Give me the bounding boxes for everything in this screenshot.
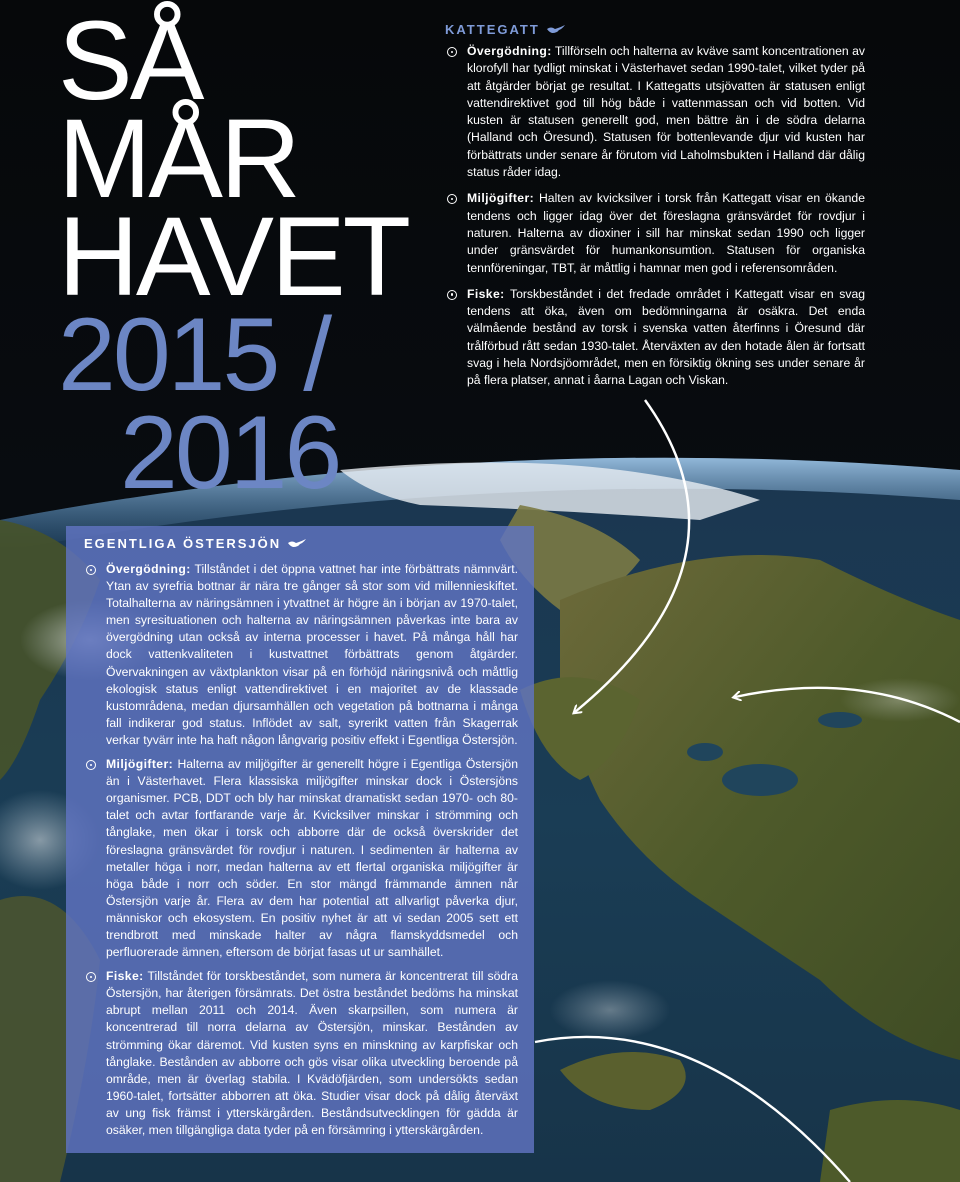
item-label: Miljögifter:: [106, 757, 174, 772]
page-title: [58, 0, 409, 511]
kattegatt-heading: [445, 22, 865, 37]
item-label: Övergödning:: [467, 44, 552, 58]
egentliga-item-overgodning: [84, 561, 518, 749]
title-line-1: SÅ: [58, 0, 202, 123]
title-line-3: HAVET: [58, 194, 409, 319]
item-text: Torskbeståndet i det fredade området i Kattegatt visar en svag tendens att öka, även om bedömningarna är osäkra. Det enda välmående bestånd av torsk i svenska vatten återfinns i Öresund där trålförbud rått sedan 1930-talet. Återväxten av den hotade ålen är fortsatt svag i hela Nordsjöområdet, men en försiktig ökning ses under senare år på flera platser, annat i åarna Lagan och Viskan.: [467, 286, 865, 388]
circle-bullet-icon: [86, 565, 96, 575]
circle-bullet-icon: [447, 290, 457, 300]
gull-icon: [287, 538, 307, 550]
title-year-2: 2016: [120, 395, 340, 511]
item-label: Miljögifter:: [467, 191, 535, 206]
circle-bullet-icon: [447, 194, 457, 204]
item-label: Övergödning:: [106, 562, 191, 576]
item-text: Tillståndet i det öppna vattnet har inte förbättrats nämnvärt. Ytan av syrefria bottnar är nära tre gånger så stor som vid millennieskiftet. Totalhalterna av näringsämnen i ytvattnet är högre än i början av 1970-talet, men syresituationen och halterna av näringsämnen påverkas inte bara av övergödning utan också av interna processer i havet. På många håll har dock vattenkvaliteten i kustvattnet förbättrats genom åtgärder. Övervakningen av växtplankton visar på en förhöjd näringsnivå och måttlig ekologisk status enligt vattendirektivet i en majoritet av de klassade kustområdena, medan djursamhällen och vegetation på bottnarna i många fall indikerar god status. Inflödet av salt, syrerikt vatten från Skagerrak verkar tyvärr inte ha haft någon långvarig positiv effekt i Egentliga Östersjön.: [106, 562, 518, 747]
egentliga-item-fiske: [84, 968, 518, 1139]
egentliga-heading: [84, 536, 518, 551]
kattegatt-item-fiske: [445, 286, 865, 390]
egentliga-heading-text: EGENTLIGA ÖSTERSJÖN: [84, 536, 282, 551]
title-line-2: MÅR: [58, 96, 298, 221]
circle-bullet-icon: [86, 972, 96, 982]
item-text: Tillståndet för torskbeståndet, som numera är koncentrerat till södra Östersjön, har återigen försämrats. Det östra beståndet bedöms ha minskat abrupt mellan 2011 och 2014. Även skarpsillen, som numera är koncentrerad till norra delarna av Östersjön, minskar. Bestånden av strömming ökar däremot. Vid kusten syns en minskning av karpfiskar och tånglake. Bestånden av abborre och gös visar olika utveckling beroende på område, men är överlag stabila. I Kvädöfjärden, som undersökts sedan 1960-talet, fortsätter abborren att öka. Studier visar dock på dålig återväxt av ung fisk främst i ytterskärgården. Beståndsutvecklingen för gädda är osäker, men tillgängliga data tyder på en försämring i ytterskärgården.: [106, 969, 518, 1137]
item-text: Halterna av miljögifter är generellt högre i Egentliga Östersjön än i Västerhavet. Flera klassiska miljögifter minskar dock i Östersjöns organismer. PCB, DDT och bly har minskat dramatiskt sedan 1970- och 80-talet och avtar fortfarande varje år. Kvicksilver minskar i strömming och tånglake, men ökar i torsk och abborre där de också överskrider det föreslagna gränsvärdet för rovdjur i naturen. I sedimenten är halterna av metaller höga i norr, medan halterna av ett flertal organiska miljögifter är höga både i norr och söder. En stor mängd främmande ämnen når Östersjön varje år. Flera av dem har potential att allvarligt påverka djur, människor och ekosystem. En positiv nyhet är att vi sedan 2005 sett ett trendbrott med minskade halter av några flamskyddsmedel och perfluorerade ämnen, eftersom de börjat fasas ut ur samhället.: [106, 757, 518, 960]
kattegatt-heading-text: KATTEGATT: [445, 22, 540, 37]
kattegatt-item-miljogifter: [445, 190, 865, 276]
circle-bullet-icon: [447, 47, 457, 57]
kattegatt-section: [445, 22, 865, 399]
item-text: Tillförseln och halterna av kväve samt koncentrationen av klorofyll har tydligt minskat i Västerhavet sedan 1990-talet, vilket tyder på att åtgärder börjat ge resultat. I Kattegatts utsjövatten är statusen enligt vattendirektivet god till hög både i vattenmassan och vid botten. Vid kusten är statusen generellt god, men bättre än i de södra delarna (Halland och Öresund). Statusen för bottenlevande djur vid kusten har förbättrats under senare år förutom vid Laholmsbukten i Halland där dålig status råder idag.: [467, 44, 865, 180]
title-year-1: 2015 /: [58, 297, 330, 413]
egentliga-ostersjon-panel: [66, 526, 534, 1153]
item-label: Fiske:: [106, 969, 144, 984]
egentliga-item-miljogifter: [84, 756, 518, 961]
gull-icon: [546, 24, 566, 36]
item-text: Halten av kvicksilver i torsk från Kattegatt visar en ökande tendens och ligger idag över det föreslagna gränsvärdet för rovdjur i naturen. Halterna av dioxiner i sill har minskat sedan 1990 och ligger under gränsvärdet för humankonsumtion. Statusen för organiska tennföreningar, TBT, är måttlig i hamnar men god i referensområden.: [467, 191, 865, 275]
kattegatt-item-overgodning: [445, 43, 865, 181]
item-label: Fiske:: [467, 286, 505, 301]
circle-bullet-icon: [86, 760, 96, 770]
